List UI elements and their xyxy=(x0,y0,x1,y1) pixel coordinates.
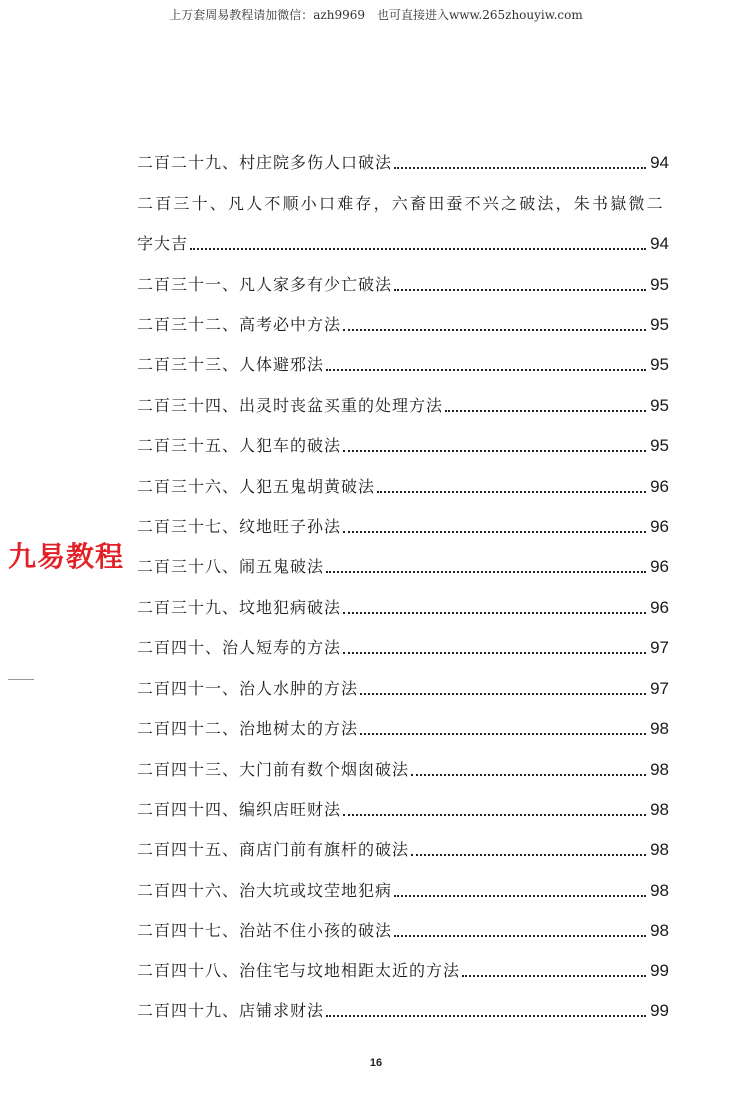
page-number: 16 xyxy=(369,1057,383,1069)
toc-entry-page: 95 xyxy=(650,275,669,294)
watermark-logo: 九易教程 xyxy=(8,540,125,573)
toc-entry-page: 98 xyxy=(650,840,669,859)
toc-entry-title: 二百四十三、大门前有数个烟囱破法 xyxy=(137,760,410,779)
toc-entry xyxy=(137,433,669,459)
toc-entry xyxy=(137,878,669,904)
toc-entry-title: 二百三十五、人犯车的破法 xyxy=(137,436,342,455)
toc-entry-title: 二百三十、凡人不顺小口难存，六畜田蚕不兴之破法，朱书嶽微二 xyxy=(137,194,665,213)
toc-entry-title: 二百三十九、坟地犯病破法 xyxy=(137,598,342,617)
toc-entry-page: 98 xyxy=(650,921,669,940)
toc-entry-title: 二百三十六、人犯五鬼胡黄破法 xyxy=(137,477,376,496)
toc-entry xyxy=(137,352,669,378)
toc-entry-page: 95 xyxy=(650,396,669,415)
toc-entry-page: 99 xyxy=(650,961,669,980)
dot-leader xyxy=(462,975,646,977)
dot-leader xyxy=(411,774,646,776)
toc-entry-title: 二百三十四、出灵时丧盆买重的处理方法 xyxy=(137,396,444,415)
dot-leader xyxy=(343,450,646,452)
toc-entry-title: 二百三十一、凡人家多有少亡破法 xyxy=(137,275,393,294)
toc-entry-title: 二百四十六、治大坑或坟茔地犯病 xyxy=(137,881,393,900)
dot-leader xyxy=(343,329,646,331)
header-banner: 上万套周易教程请加微信：azh9969 也可直接进入www.265zhouyiw.com xyxy=(169,8,583,22)
toc-entry-title: 二百四十五、商店门前有旗杆的破法 xyxy=(137,840,410,859)
toc-entry xyxy=(137,474,669,500)
dot-leader xyxy=(360,733,646,735)
toc-entry-page: 98 xyxy=(650,719,669,738)
toc-entry-page: 95 xyxy=(650,315,669,334)
dot-leader xyxy=(394,289,646,291)
toc-entry xyxy=(137,757,669,783)
toc-entry-title: 二百四十九、店铺求财法 xyxy=(137,1001,325,1020)
toc-entry-page: 99 xyxy=(650,1001,669,1020)
toc-entry-page: 98 xyxy=(650,881,669,900)
toc-entry xyxy=(137,837,669,863)
dot-leader xyxy=(377,491,646,493)
dot-leader xyxy=(343,814,646,816)
toc-entry xyxy=(137,150,669,176)
dot-leader xyxy=(343,612,646,614)
toc-entry-title: 二百四十二、治地树太的方法 xyxy=(137,719,359,738)
toc-entry-page: 96 xyxy=(650,477,669,496)
toc-entry xyxy=(137,272,669,298)
toc-entry-title: 二百四十四、编织店旺财法 xyxy=(137,800,342,819)
toc-entry xyxy=(137,191,669,217)
toc-entry-page: 96 xyxy=(650,517,669,536)
toc-entry xyxy=(137,676,669,702)
dot-leader xyxy=(445,410,646,412)
toc-entry xyxy=(137,958,669,984)
toc-entry xyxy=(137,716,669,742)
dot-leader xyxy=(326,369,646,371)
dot-leader xyxy=(394,935,646,937)
toc-entry-page: 98 xyxy=(650,760,669,779)
toc-entry-page: 95 xyxy=(650,355,669,374)
toc-entry-title: 二百二十九、村庄院多伤人口破法 xyxy=(137,153,393,172)
dot-leader xyxy=(394,167,646,169)
toc-entry-title: 二百四十八、治住宅与坟地相距太近的方法 xyxy=(137,961,461,980)
toc-entry-page: 94 xyxy=(650,234,669,253)
toc-entry-page: 97 xyxy=(650,679,669,698)
dot-leader xyxy=(326,571,646,573)
dot-leader xyxy=(394,895,646,897)
dot-leader xyxy=(343,531,646,533)
dot-leader xyxy=(360,693,646,695)
toc-entry xyxy=(137,998,669,1024)
dot-leader xyxy=(411,854,646,856)
toc-entry-page: 94 xyxy=(650,153,669,172)
toc-entry-title: 二百三十八、闹五鬼破法 xyxy=(137,557,325,576)
toc-entry xyxy=(137,393,669,419)
toc-entry-title: 二百三十二、高考必中方法 xyxy=(137,315,342,334)
toc-entry-title: 二百四十七、治站不住小孩的破法 xyxy=(137,921,393,940)
toc-entry-title: 二百四十一、治人水肿的方法 xyxy=(137,679,359,698)
toc-entry xyxy=(137,595,669,621)
toc-entry-page: 96 xyxy=(650,598,669,617)
toc-entry xyxy=(137,918,669,944)
toc-entry xyxy=(137,554,669,580)
toc-entry-page: 96 xyxy=(650,557,669,576)
dot-leader xyxy=(326,1015,646,1017)
toc-entry-page: 97 xyxy=(650,638,669,657)
toc-entry xyxy=(137,797,669,823)
dot-leader xyxy=(343,652,646,654)
toc-entry-title: 二百四十、治人短寿的方法 xyxy=(137,638,342,657)
toc-entry xyxy=(137,514,669,540)
dot-leader xyxy=(190,248,646,250)
scan-edge-mark xyxy=(8,679,34,680)
toc-entry-title: 二百三十七、纹地旺子孙法 xyxy=(137,517,342,536)
toc-entry-page: 98 xyxy=(650,800,669,819)
toc-entry-page: 95 xyxy=(650,436,669,455)
toc-entry-title: 二百三十三、人体避邪法 xyxy=(137,355,325,374)
toc-entry xyxy=(137,231,669,257)
toc-entry-title: 字大吉 xyxy=(137,234,189,253)
toc-entry xyxy=(137,635,669,661)
toc-entry xyxy=(137,312,669,338)
